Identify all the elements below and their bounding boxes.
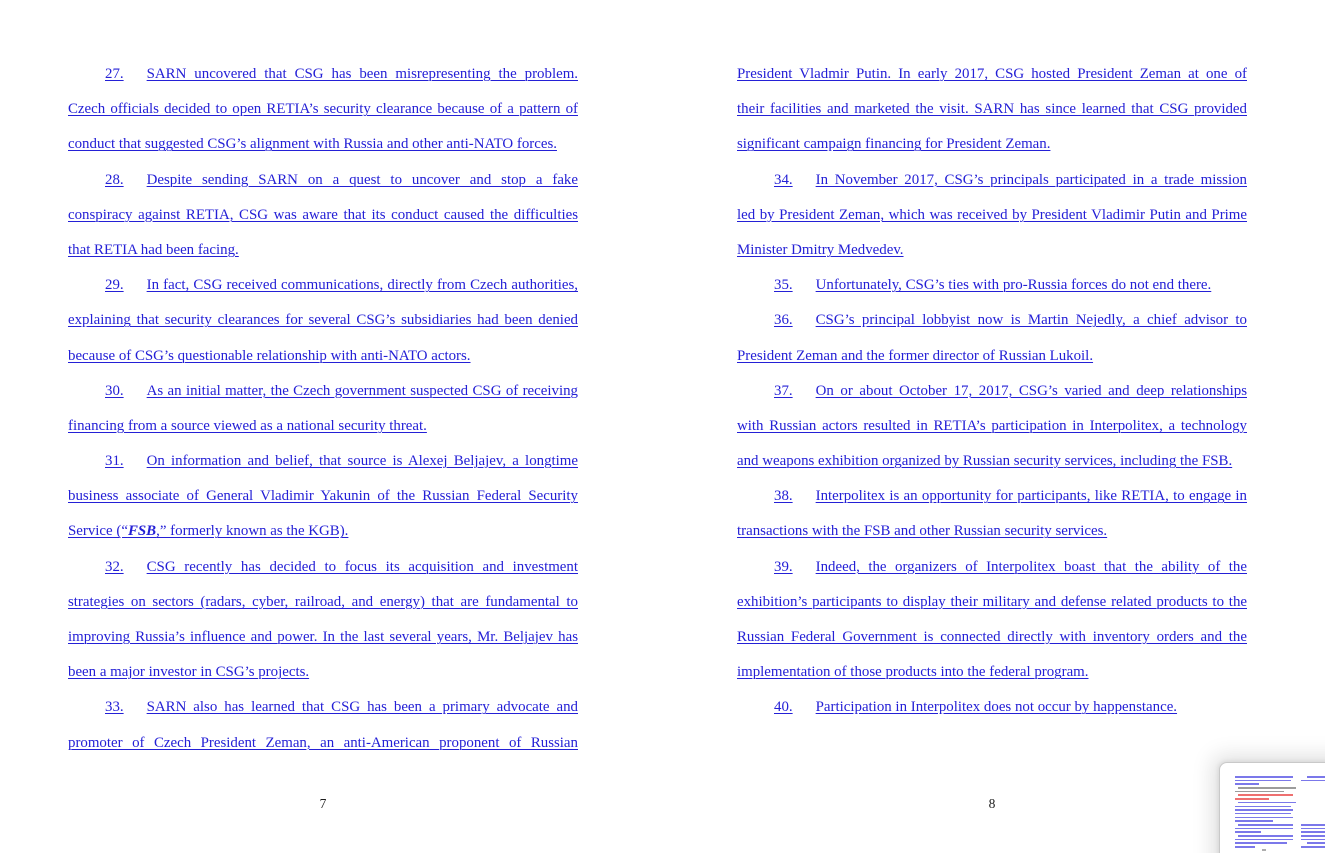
thumbnail-text-row: [1235, 828, 1293, 830]
document-line: [68, 127, 578, 162]
thumbnail-text-row: [1235, 809, 1293, 811]
document-text: Minister Dmitry Medvedev.: [737, 241, 904, 258]
thumbnail-text-row: [1235, 813, 1291, 815]
document-text: As an initial matter, the Czech government suspected CSG of receiving: [146, 382, 578, 399]
page-8-body: [737, 57, 1247, 726]
document-text: Participation in Interpolitex does not occur by happenstance.: [815, 699, 1178, 716]
document-text: exhibition’s participants to display their military and defense related products to the: [737, 593, 1247, 610]
paragraph-number: 27.: [105, 66, 124, 82]
thumbnail-text-row: [1235, 776, 1293, 778]
document-line: [737, 585, 1247, 620]
document-text: President Zeman and the former director of Russian Lukoil.: [737, 347, 1094, 364]
thumbnail-text-row: [1235, 842, 1287, 844]
document-text: Unfortunately, CSG’s ties with pro-Russia forces do not end there.: [815, 277, 1212, 294]
thumbnail-text-row: [1301, 839, 1325, 841]
document-text: financing from a source viewed as a national security threat.: [68, 417, 427, 434]
document-text: their facilities and marketed the visit. SARN has since learned that CSG provided: [737, 101, 1247, 118]
document-line: [68, 57, 578, 92]
document-text: conspiracy against RETIA, CSG was aware that its conduct caused the difficulties: [68, 206, 578, 223]
document-text: conduct that suggested CSG’s alignment with Russia and other anti-NATO forces.: [68, 136, 557, 153]
document-line: [737, 655, 1247, 690]
paragraph-number: 40.: [774, 699, 793, 716]
thumbnail-text-row: [1235, 839, 1293, 841]
document-text: promoter of Czech President Zeman, an anti-American proponent of Russian: [68, 734, 578, 751]
page-8: [737, 57, 1247, 811]
page-7-footer-number: 7: [319, 796, 327, 811]
paragraph-number: 35.: [774, 277, 793, 294]
document-text: been a major investor in CSG’s projects.: [68, 664, 310, 681]
document-line: [737, 339, 1247, 374]
document-line: [737, 409, 1247, 444]
thumbnail-text-row: [1301, 831, 1325, 833]
paragraph-number: 38.: [774, 488, 793, 505]
document-line: [68, 198, 578, 233]
document-text: that RETIA had been facing.: [68, 241, 239, 258]
document-text: FSB: [127, 523, 157, 540]
paragraph-number: 33.: [105, 699, 124, 716]
document-text: Interpolitex is an opportunity for participants, like RETIA, to engage in: [815, 488, 1247, 505]
paragraph-number: 31.: [105, 453, 124, 470]
document-text: because of CSG’s questionable relationship with anti-NATO actors.: [68, 347, 471, 364]
document-text: strategies on sectors (radars, cyber, railroad, and energy) that are fundamental to: [68, 593, 578, 610]
document-line: [737, 268, 1247, 303]
document-text: transactions with the FSB and other Russian security services.: [737, 523, 1108, 540]
document-text: ,” formerly known as the KGB).: [156, 523, 349, 540]
thumbnail-page-number-mark: [1262, 849, 1266, 851]
document-text: business associate of General Vladimir Yakunin of the Russian Federal Security: [68, 488, 578, 505]
document-line: [68, 444, 578, 479]
page-7: [68, 57, 578, 811]
document-text: SARN also has learned that CSG has been a primary advocate and: [146, 699, 578, 716]
document-line: [737, 57, 1247, 92]
preview-thumbnail-window[interactable]: [1219, 762, 1325, 853]
thumbnail-text-row: [1235, 806, 1291, 808]
thumbnail-mini-page-left: [1235, 776, 1293, 850]
document-text: and weapons exhibition organized by Russian security services, including the FSB.: [737, 453, 1233, 470]
thumbnail-text-row: [1301, 780, 1325, 782]
thumbnail-text-row: [1235, 846, 1255, 848]
document-text: In fact, CSG received communications, directly from Czech authorities,: [146, 277, 578, 294]
thumbnail-text-row: [1301, 828, 1325, 830]
document-text: CSG’s principal lobbyist now is Martin Nejedly, a chief advisor to: [815, 312, 1247, 329]
paragraph-number: 36.: [774, 312, 793, 329]
document-line: [68, 374, 578, 409]
document-line: [68, 514, 578, 549]
thumbnail-text-row: [1235, 791, 1284, 793]
document-line: [68, 655, 578, 690]
document-text: Russian Federal Government is connected directly with inventory orders and the: [737, 629, 1247, 645]
document-line: [68, 92, 578, 127]
document-text: significant campaign financing for President Zeman.: [737, 136, 1051, 153]
document-line: [737, 303, 1247, 338]
document-line: [737, 163, 1247, 198]
document-line: [737, 374, 1247, 409]
thumbnail-mini-page-right: [1301, 776, 1325, 850]
thumbnail-text-row: [1238, 787, 1296, 789]
paragraph-number: 34.: [774, 171, 793, 188]
thumbnail-text-row: [1238, 802, 1296, 804]
document-text: Indeed, the organizers of Interpolitex boast that the ability of the: [815, 558, 1247, 575]
thumbnail-text-row: [1235, 817, 1293, 819]
thumbnail-text-row: [1307, 842, 1325, 844]
thumbnail-text-row: [1301, 824, 1325, 826]
document-line: [737, 514, 1247, 549]
thumbnail-text-row: [1235, 820, 1273, 822]
thumbnail-text-row: [1238, 794, 1293, 796]
document-text: led by President Zeman, which was received by President Vladimir Putin and Prime: [737, 206, 1247, 223]
thumbnail-text-row: [1301, 846, 1325, 848]
paragraph-number: 28.: [105, 171, 124, 188]
document-line: [737, 690, 1247, 725]
thumbnail-text-row: [1235, 783, 1259, 785]
thumbnail-text-row: [1301, 835, 1325, 837]
thumbnail-text-row: [1235, 798, 1269, 800]
document-line: [68, 479, 578, 514]
page-7-body: [68, 57, 578, 761]
document-text: On or about October 17, 2017, CSG’s varied and deep relationships: [815, 382, 1247, 399]
document-text: Czech officials decided to open RETIA’s security clearance because of a pattern of: [68, 101, 578, 118]
document-text: improving Russia’s influence and power. In the last several years, Mr. Beljajev has: [68, 629, 578, 645]
thumbnail-text-row: [1235, 831, 1261, 833]
document-text: CSG recently has decided to focus its acquisition and investment: [146, 558, 578, 575]
paragraph-number: 29.: [105, 277, 124, 294]
document-text: explaining that security clearances for several CSG’s subsidiaries had been denied: [68, 312, 578, 329]
document-line: [68, 550, 578, 585]
document-line: [737, 198, 1247, 233]
paragraph-number: 37.: [774, 382, 793, 399]
document-text: In November 2017, CSG’s principals participated in a trade mission: [815, 171, 1247, 188]
document-text: On information and belief, that source is Alexej Beljajev, a longtime: [146, 453, 578, 470]
thumbnail-text-row: [1235, 780, 1291, 782]
document-line: [68, 726, 578, 761]
document-line: [68, 339, 578, 374]
document-text: Despite sending SARN on a quest to uncover and stop a fake: [146, 171, 578, 188]
document-line: [68, 409, 578, 444]
paragraph-number: 32.: [105, 558, 124, 575]
document-text: implementation of those products into the federal program.: [737, 664, 1089, 681]
document-line: [737, 444, 1247, 479]
document-line: [737, 479, 1247, 514]
thumbnail-text-row: [1307, 776, 1325, 778]
paragraph-number: 39.: [774, 558, 793, 575]
thumbnail-text-row: [1238, 835, 1293, 837]
document-text: SARN uncovered that CSG has been misrepresenting the problem.: [146, 66, 578, 82]
document-line: [737, 127, 1247, 162]
document-line: [68, 690, 578, 725]
thumbnail-text-row: [1238, 824, 1293, 826]
document-line: [68, 620, 578, 655]
document-line: [737, 550, 1247, 585]
document-text: with Russian actors resulted in RETIA’s participation in Interpolitex, a technology: [737, 417, 1247, 434]
document-text: Service (“: [68, 523, 128, 540]
paragraph-number: 30.: [105, 382, 124, 399]
document-text: President Vladmir Putin. In early 2017, CSG hosted President Zeman at one of: [737, 66, 1247, 82]
document-line: [68, 303, 578, 338]
document-line: [737, 620, 1247, 655]
document-line: [68, 268, 578, 303]
document-line: [68, 585, 578, 620]
document-line: [737, 233, 1247, 268]
document-line: [737, 92, 1247, 127]
document-line: [68, 233, 578, 268]
page-8-footer-number: 8: [988, 796, 996, 811]
document-line: [68, 163, 578, 198]
